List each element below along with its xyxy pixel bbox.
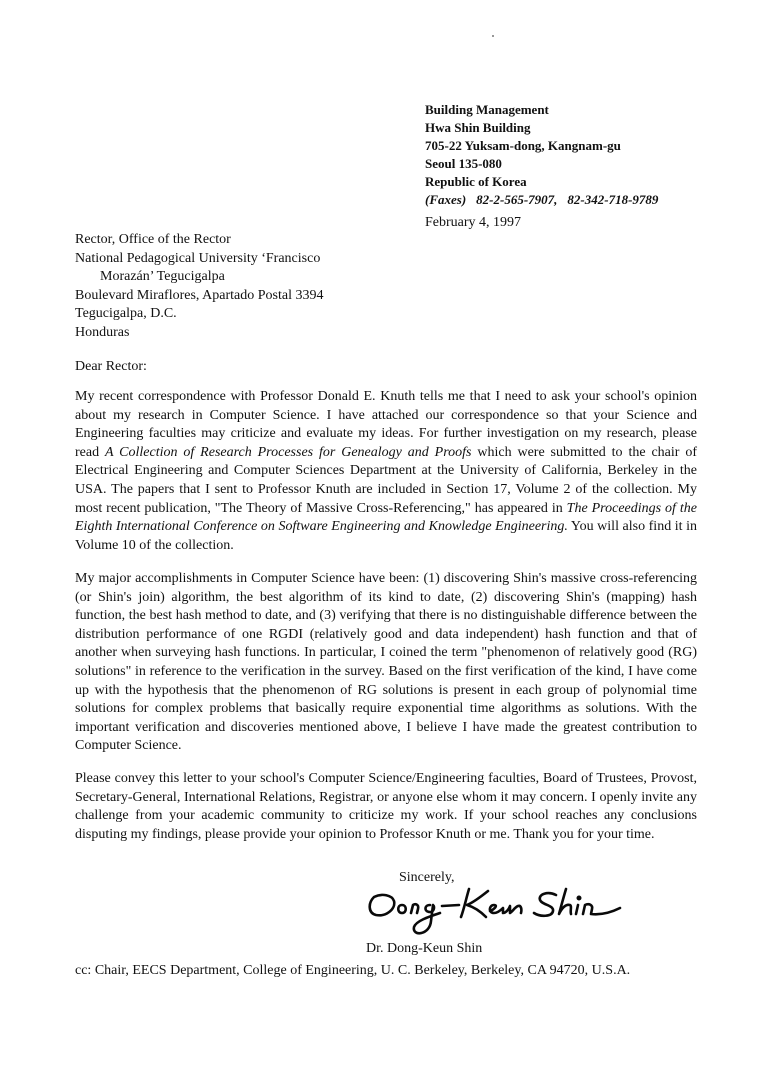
recipient-line-1: Rector, Office of the Rector	[75, 232, 231, 247]
sender-address-block	[425, 101, 668, 209]
p1-proceedings-title: The Proceedings of the Eighth International Conference on Software Engineering and Knowledge Engineering.	[75, 500, 697, 535]
fax-label: (Faxes)	[425, 192, 467, 207]
sender-fax-line	[425, 191, 668, 209]
sender-building: Hwa Shin Building	[425, 120, 531, 135]
p1-text-e: You will also find it in Volume 10 of the collection.	[75, 519, 697, 553]
recipient-line-4: Boulevard Miraflores, Apartado Postal 3394	[75, 287, 324, 303]
body-paragraph-3: Please convey this letter to your school's Computer Science/Engineering faculties, Board of Trustees, Provost, Secretary-General, International Relations, Registrar, or anyone else whom it may concern. I openly invite any challenge from your academic community to criticize my work. If your school reaches any conclusions disputing my findings, please provide your opinion to Professor Knuth or me. Thank you for your time.	[75, 771, 697, 842]
signer-name: Dr. Dong-Keun Shin	[366, 941, 483, 956]
scan-speck	[492, 35, 494, 37]
sender-org: Building Management	[425, 102, 549, 117]
carbon-copy-line: cc: Chair, EECS Department, College of Engineering, U. C. Berkeley, Berkeley, CA 94720, U.S.A.	[75, 963, 631, 978]
recipient-line-5: Tegucigalpa, D.C.	[75, 306, 177, 322]
recipient-line-6: Honduras	[75, 324, 130, 340]
fax-number-1: 82-2-565-7907,	[476, 192, 558, 207]
recipient-line-2: National Pedagogical University ‘Francisco	[75, 250, 321, 266]
sender-country: Republic of Korea	[425, 174, 527, 189]
sender-street: 705-22 Yuksam-dong, Kangnam-gu	[425, 138, 621, 153]
p1-book-title: A Collection of Research Processes for Genealogy and Proofs	[104, 444, 472, 460]
body-paragraph-2: My major accomplishments in Computer Science have been: (1) discovering Shin's massive cross-referencing (or Shin's join) algorithm, the best algorithm of its kind to date, (2) discovering Shin's (mapping) hash function, the best hash method to date, and (3) verifying that there is no distinguishable difference between the distribution performance of one RGDI (relatively good and data independent) hash function and that of another when surveying hash functions. In particular, I coined the term "phenomenon of relatively good (RG) solutions" in reference to the verification in the survey. Based on the first verification of the kind, I have come up with the hypothesis that the phenomenon of RG solutions is present in each group of polynomial time solutions for complex problems that basically require exponential time algorithms as solutions. With the important verification and discoveries mentioned above, I believe I have made the greatest contribution to Computer Science.	[75, 571, 697, 754]
p1-text-c: which were submitted to the chair of Electrical Engineering and Computer Sciences Department at the University of California, Berkeley in the USA. The papers that I sent to Professor Knuth are included in Section 17, Volume 2 of the collection. My most recent publication, "The Theory of Massive Cross-Referencing," has appeared in	[75, 444, 697, 516]
salutation: Dear Rector:	[75, 359, 147, 374]
body-paragraph-1	[75, 388, 697, 555]
fax-number-2: 82-342-718-9789	[567, 192, 659, 207]
closing: Sincerely,	[399, 870, 455, 885]
letter-date: February 4, 1997	[425, 215, 522, 230]
recipient-line-3: Morazán’ Tegucigalpa	[100, 269, 225, 285]
p1-text-a: My recent correspondence with Professor Donald E. Knuth tells me that I need to ask your school's opinion about my research in Computer Science. I have attached our correspondence so that your Science and Engineering faculties may criticize and evaluate my ideas. For further investigation on my research, please read	[75, 389, 697, 460]
sender-city: Seoul 135-080	[425, 156, 502, 171]
recipient-address-block	[75, 231, 323, 343]
handwritten-signature	[364, 883, 624, 945]
